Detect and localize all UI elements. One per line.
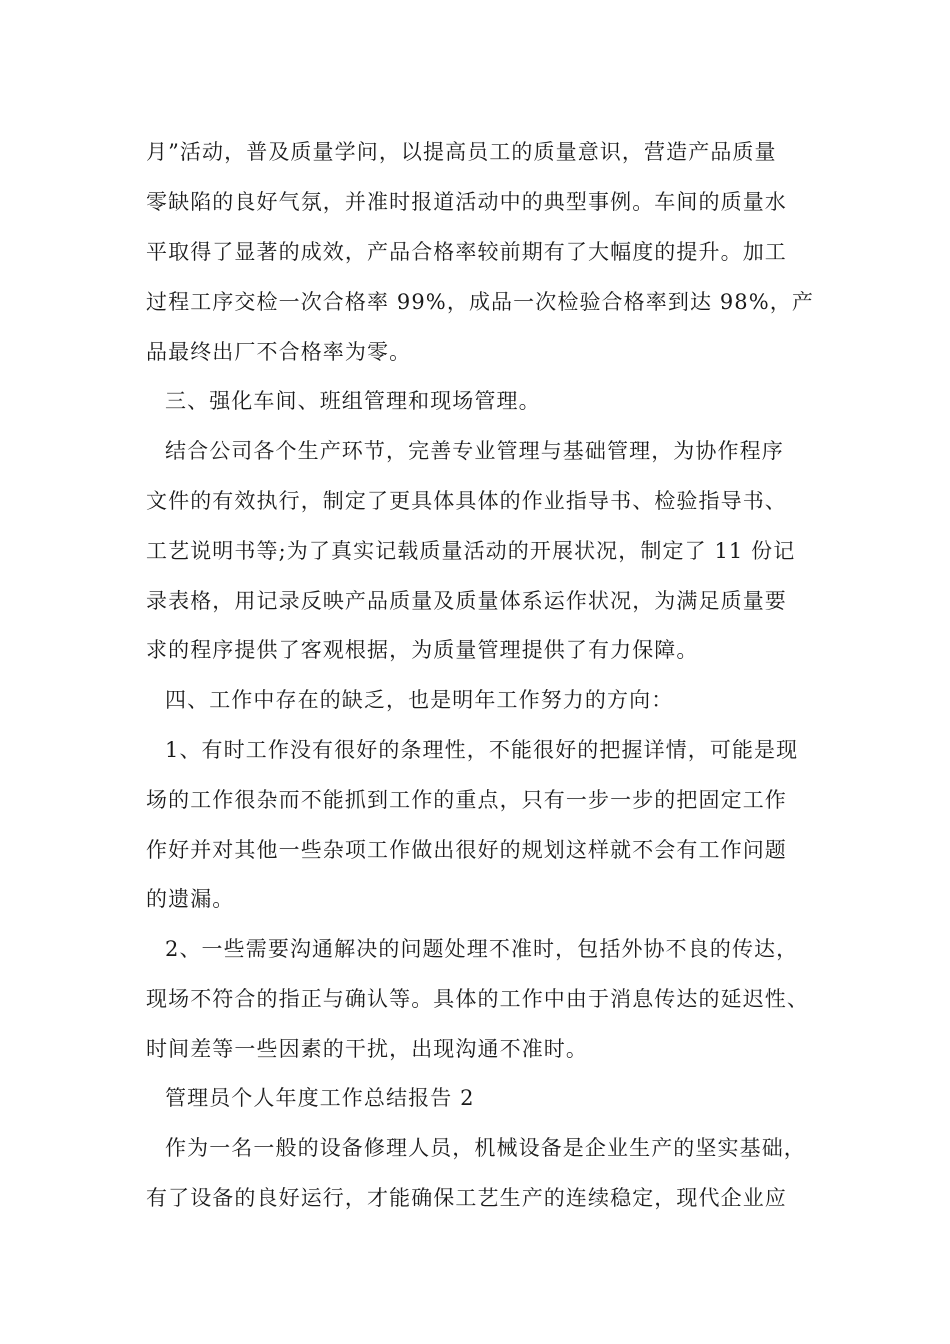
text-line: 过程工序交检一次合格率 99%，成品一次检验合格率到达 98%，产 [146, 290, 814, 314]
text-line: 工艺说明书等;为了真实记载质量活动的开展状况，制定了 11 份记 [146, 539, 796, 563]
text-line: 品最终出厂不合格率为零。 [146, 340, 412, 364]
text-line: 结合公司各个生产环节，完善专业管理与基础管理，为协作程序 [165, 439, 784, 463]
text-line: 场的工作很杂而不能抓到工作的重点，只有一步一步的把固定工作 [146, 788, 787, 812]
text-line: 录表格，用记录反映产品质量及质量体系运作状况，为满足质量要 [146, 589, 787, 613]
text-line: 零缺陷的良好气氛，并准时报道活动中的典型事例。车间的质量水 [146, 190, 787, 214]
report-title: 管理员个人年度工作总结报告 2 [165, 1086, 475, 1110]
text-line: 作为一名一般的设备修理人员，机械设备是企业生产的坚实基础， [165, 1136, 806, 1160]
text-line: 的遗漏。 [146, 887, 235, 911]
section-heading: 三、强化车间、班组管理和现场管理。 [165, 389, 541, 413]
text-line: 现场不符合的指正与确认等。具体的工作中由于消息传达的延迟性、 [146, 987, 809, 1011]
text-line: 2、一些需要沟通解决的问题处理不准时，包括外协不良的传达， [165, 937, 799, 961]
section-heading: 四、工作中存在的缺乏，也是明年工作努力的方向： [165, 688, 674, 712]
text-line: 求的程序提供了客观根据，为质量管理提供了有力保障。 [146, 638, 699, 662]
text-line: 时间差等一些因素的干扰，出现沟通不准时。 [146, 1037, 588, 1061]
text-line: 平取得了显著的成效，产品合格率较前期有了大幅度的提升。加工 [146, 240, 787, 264]
text-line: 有了设备的良好运行，才能确保工艺生产的连续稳定，现代企业应 [146, 1186, 787, 1210]
text-line: 1、有时工作没有很好的条理性，不能很好的把握详情，可能是现 [165, 738, 799, 762]
text-line: 作好并对其他一些杂项工作做出很好的规划这样就不会有工作问题 [146, 838, 787, 862]
text-line: 月”活动，普及质量学问，以提高员工的质量意识，营造产品质量 [146, 140, 777, 164]
text-line: 文件的有效执行，制定了更具体具体的作业指导书、检验指导书、 [146, 489, 787, 513]
